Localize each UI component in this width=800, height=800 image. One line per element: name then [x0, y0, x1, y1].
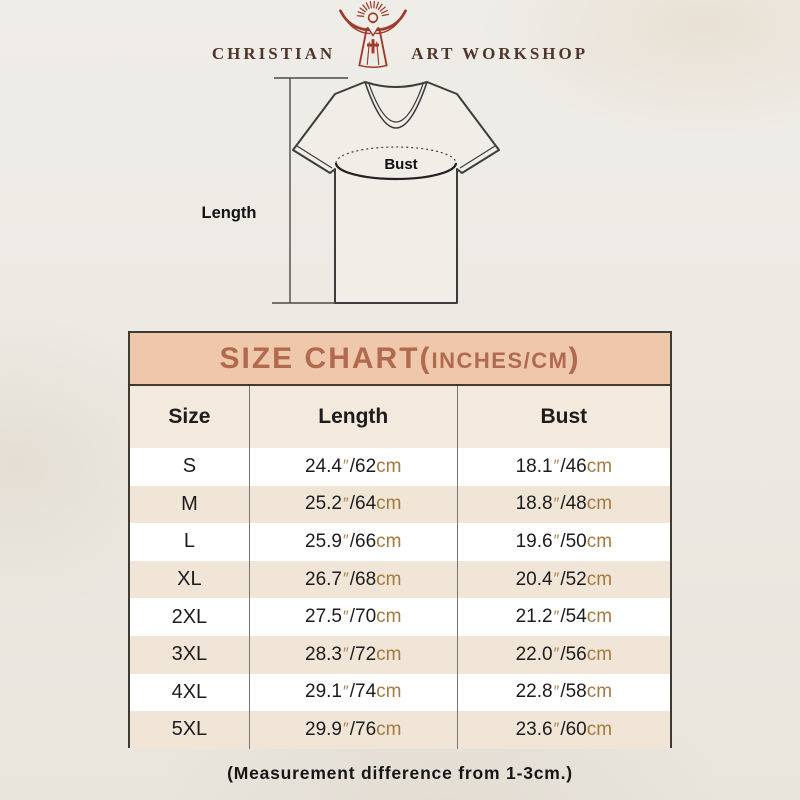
- inch-mark: ″: [553, 494, 560, 513]
- inch-value: 19.6: [515, 530, 553, 552]
- size-cell: 5XL: [171, 718, 208, 741]
- size-cell: M: [181, 492, 198, 515]
- cm-unit: cm: [586, 718, 613, 740]
- cm-unit: cm: [376, 606, 402, 628]
- inch-value: 18.1: [515, 455, 553, 477]
- table-row: [130, 486, 670, 524]
- table-row: [130, 523, 670, 561]
- jesus-figure-icon: [331, 0, 415, 76]
- cm-value: /72: [349, 643, 377, 665]
- size-cell: S: [182, 455, 197, 478]
- bust-cell: [457, 561, 670, 599]
- inch-mark: ″: [343, 682, 349, 701]
- inch-mark: ″: [343, 720, 349, 739]
- cm-unit: cm: [586, 681, 613, 703]
- length-cell: [249, 523, 457, 561]
- cm-value: /60: [560, 718, 587, 740]
- cm-unit: cm: [586, 606, 613, 628]
- bust-cell: [457, 636, 670, 674]
- cm-unit: cm: [376, 455, 402, 477]
- cm-value: /56: [560, 643, 587, 665]
- inch-value: 22.8: [515, 681, 553, 703]
- cm-unit: cm: [586, 455, 613, 477]
- bust-cell: [457, 448, 670, 486]
- cm-value: /70: [349, 606, 377, 628]
- inch-mark: ″: [553, 570, 560, 589]
- length-cell: [249, 448, 457, 486]
- inch-mark: ″: [553, 607, 560, 626]
- inch-value: 25.9: [305, 530, 342, 552]
- brand-logo: [0, 4, 800, 76]
- inch-value: 23.6: [515, 718, 553, 740]
- tshirt-outline: [293, 82, 499, 303]
- inch-value: 26.7: [305, 568, 342, 590]
- size-cell: L: [183, 530, 195, 553]
- cm-unit: cm: [586, 568, 613, 590]
- inch-value: 21.2: [515, 606, 553, 628]
- measurement-note: (Measurement difference from 1-3cm.): [227, 763, 573, 783]
- length-cell: [249, 486, 457, 524]
- cm-value: /68: [349, 568, 377, 590]
- size-cell: 4XL: [171, 680, 208, 703]
- inch-value: 25.2: [305, 493, 342, 515]
- bust-label: Bust: [384, 156, 418, 173]
- length-label: Length: [201, 204, 257, 222]
- cm-unit: cm: [376, 493, 402, 515]
- table-row: [130, 598, 670, 636]
- cm-unit: cm: [376, 718, 402, 740]
- inch-value: 27.5: [305, 606, 342, 628]
- cm-value: /58: [560, 681, 587, 703]
- length-cell: [249, 636, 457, 674]
- inch-mark: ″: [343, 645, 349, 664]
- inch-value: 20.4: [515, 568, 553, 590]
- title-units: INCHES/CM: [431, 347, 569, 373]
- cm-unit: cm: [586, 530, 613, 552]
- cm-unit: cm: [586, 643, 613, 665]
- cm-unit: cm: [376, 568, 402, 590]
- table-row: [130, 561, 670, 599]
- bust-cell: [457, 523, 670, 561]
- bust-cell: [457, 711, 670, 749]
- column-header-bust: Bust: [457, 386, 670, 448]
- inch-mark: ″: [553, 645, 560, 664]
- inch-value: 18.8: [515, 493, 553, 515]
- cm-value: /52: [560, 568, 587, 590]
- cm-value: /76: [349, 718, 377, 740]
- brand-name-right: ART WORKSHOP: [411, 44, 589, 63]
- inch-mark: ″: [553, 720, 560, 739]
- cm-unit: cm: [376, 681, 402, 703]
- inch-mark: ″: [343, 570, 349, 589]
- cm-value: /54: [560, 606, 587, 628]
- brand-name-left: CHRISTIAN: [211, 44, 336, 63]
- length-cell: [249, 598, 457, 636]
- table-row: [130, 636, 670, 674]
- cm-value: /48: [560, 493, 587, 515]
- cm-value: /74: [349, 681, 377, 703]
- cm-value: /46: [560, 455, 587, 477]
- title-close: ): [568, 341, 581, 375]
- bust-cell: [457, 598, 670, 636]
- table-row: [130, 674, 670, 712]
- column-header-length: Length: [249, 386, 457, 448]
- cm-value: /62: [349, 455, 377, 477]
- inch-mark: ″: [553, 457, 560, 476]
- table-header-row: [130, 386, 670, 448]
- cm-value: /50: [560, 530, 587, 552]
- size-cell: XL: [177, 568, 202, 591]
- inch-value: 24.4: [305, 455, 342, 477]
- bust-cell: [457, 674, 670, 712]
- table-body: [130, 448, 670, 749]
- table-row: [130, 711, 670, 749]
- cm-unit: cm: [376, 643, 402, 665]
- inch-value: 22.0: [515, 643, 553, 665]
- inch-mark: ″: [343, 494, 349, 513]
- inch-value: 28.3: [305, 643, 342, 665]
- size-chart-title: [130, 333, 670, 386]
- inch-mark: ″: [343, 607, 349, 626]
- size-chart-table: [128, 331, 672, 748]
- length-cell: [249, 561, 457, 599]
- inch-value: 29.9: [305, 718, 342, 740]
- column-header-size: Size: [168, 405, 211, 428]
- inch-mark: ″: [553, 532, 560, 551]
- inch-mark: ″: [343, 532, 349, 551]
- cm-value: /66: [349, 530, 377, 552]
- title-main: SIZE CHART(: [219, 341, 432, 375]
- cm-unit: cm: [376, 530, 402, 552]
- bust-cell: [457, 486, 670, 524]
- inch-mark: ″: [343, 457, 349, 476]
- tshirt-measurement-diagram: [180, 72, 600, 322]
- inch-mark: ″: [553, 682, 560, 701]
- length-cell: [249, 711, 457, 749]
- size-cell: 3XL: [171, 643, 208, 666]
- cm-value: /64: [349, 493, 377, 515]
- table-row: [130, 448, 670, 486]
- length-cell: [249, 674, 457, 712]
- size-cell: 2XL: [171, 605, 208, 628]
- inch-value: 29.1: [305, 681, 342, 703]
- cm-unit: cm: [586, 493, 613, 515]
